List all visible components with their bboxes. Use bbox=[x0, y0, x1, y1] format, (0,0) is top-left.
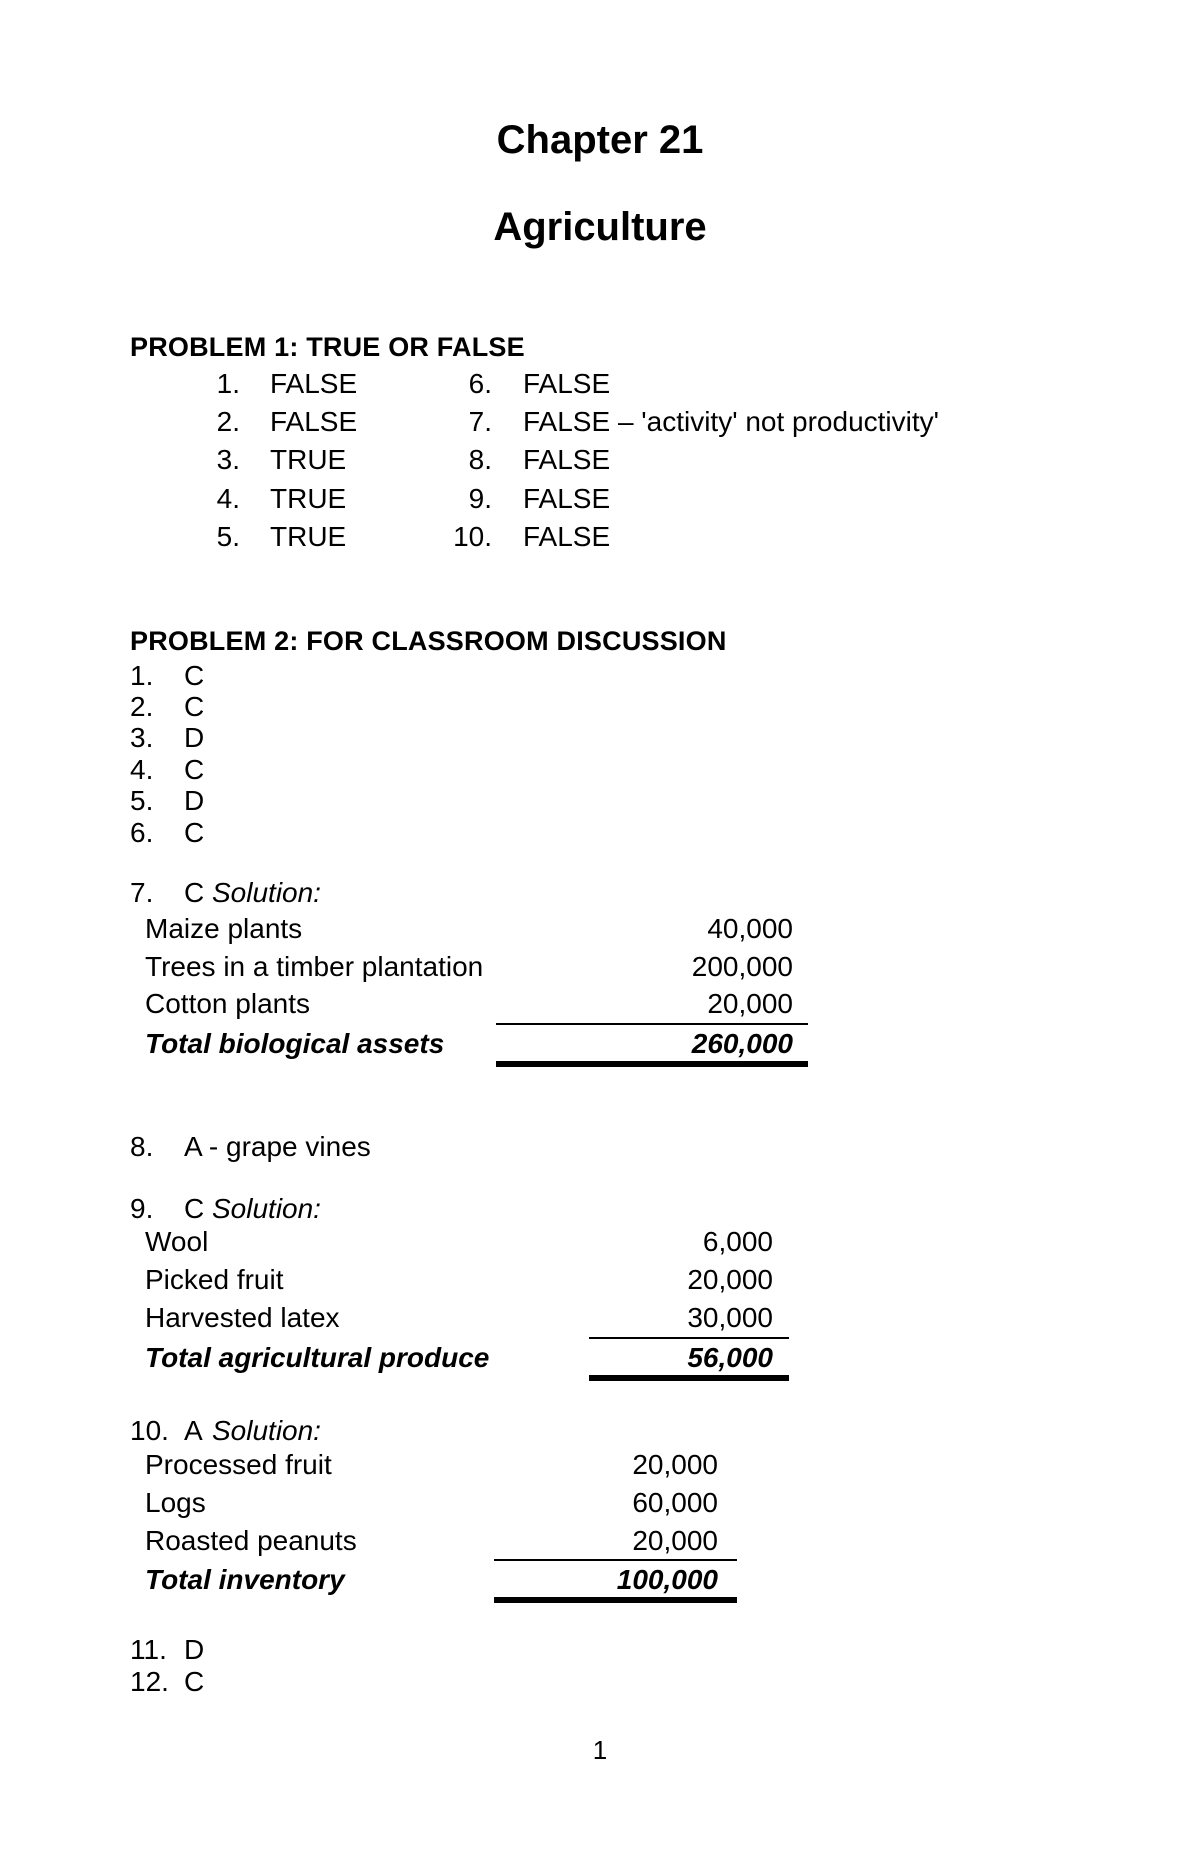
q9-solution-label: Solution: bbox=[212, 1193, 321, 1224]
q7-row-value: 200,000 bbox=[691, 951, 793, 982]
q7-num: 7. bbox=[130, 877, 154, 908]
q9-subtotal-rule bbox=[589, 1337, 789, 1339]
page-number: 1 bbox=[592, 1735, 608, 1765]
q10-num: 10. bbox=[130, 1415, 169, 1446]
answer-num: 5. bbox=[130, 785, 154, 816]
q7-row-label: Trees in a timber plantation bbox=[145, 951, 484, 982]
tf-answer: FALSE bbox=[523, 483, 611, 514]
tf-answer: FALSE bbox=[523, 521, 611, 552]
answer-letter: C bbox=[184, 817, 205, 848]
tf-answer: FALSE bbox=[523, 368, 611, 399]
q10-answer: A bbox=[184, 1415, 203, 1446]
tf-answer: FALSE bbox=[523, 444, 611, 475]
problem1-heading: PROBLEM 1: TRUE OR FALSE bbox=[130, 332, 525, 362]
tf-answer: TRUE bbox=[270, 444, 347, 475]
chapter-title: Chapter 21 bbox=[496, 118, 704, 162]
q10-total-value: 100,000 bbox=[616, 1564, 718, 1595]
tf-answer: TRUE bbox=[270, 521, 347, 552]
q7-solution-label: Solution: bbox=[212, 877, 321, 908]
q9-row-value: 6,000 bbox=[702, 1226, 773, 1257]
q10-row-label: Roasted peanuts bbox=[145, 1525, 357, 1556]
q9-total-rule bbox=[589, 1375, 789, 1381]
q10-row-value: 20,000 bbox=[632, 1525, 718, 1556]
tf-answer: FALSE – 'activity' not productivity' bbox=[523, 406, 939, 437]
q7-total-rule bbox=[496, 1061, 808, 1067]
q9-total-label: Total agricultural produce bbox=[145, 1342, 490, 1373]
q10-row-label: Logs bbox=[145, 1487, 206, 1518]
answer-letter: C bbox=[184, 660, 205, 691]
answer-letter: C bbox=[184, 754, 205, 785]
q10-row-value: 60,000 bbox=[632, 1487, 718, 1518]
answer-letter: D bbox=[184, 722, 205, 753]
tf-answer: FALSE bbox=[270, 406, 358, 437]
answer-num: 6. bbox=[130, 817, 154, 848]
tf-num: 5. bbox=[216, 521, 240, 552]
q11-answer: D bbox=[184, 1634, 205, 1665]
q10-row-value: 20,000 bbox=[632, 1449, 718, 1480]
answer-letter: D bbox=[184, 785, 205, 816]
q10-total-rule bbox=[494, 1597, 737, 1603]
tf-num: 8. bbox=[468, 444, 492, 475]
tf-num: 2. bbox=[216, 406, 240, 437]
q11-num: 11. bbox=[130, 1634, 167, 1665]
q9-row-value: 20,000 bbox=[687, 1264, 773, 1295]
tf-num: 3. bbox=[216, 444, 240, 475]
answer-num: 2. bbox=[130, 691, 154, 722]
q7-row-label: Maize plants bbox=[145, 913, 303, 944]
tf-answer: FALSE bbox=[270, 368, 358, 399]
q9-row-label: Harvested latex bbox=[145, 1302, 340, 1333]
q7-row-label: Cotton plants bbox=[145, 988, 310, 1019]
tf-num: 4. bbox=[216, 483, 240, 514]
q9-answer: C bbox=[184, 1193, 205, 1224]
q12-answer: C bbox=[184, 1666, 205, 1697]
q9-row-label: Picked fruit bbox=[145, 1264, 284, 1295]
q7-subtotal-rule bbox=[496, 1023, 808, 1025]
q9-row-value: 30,000 bbox=[687, 1302, 773, 1333]
answer-letter: C bbox=[184, 691, 205, 722]
tf-num: 1. bbox=[216, 368, 240, 399]
q7-row-value: 20,000 bbox=[707, 988, 793, 1019]
q10-solution-label: Solution: bbox=[212, 1415, 321, 1446]
problem2-heading: PROBLEM 2: FOR CLASSROOM DISCUSSION bbox=[130, 626, 727, 656]
tf-answer: TRUE bbox=[270, 483, 347, 514]
answer-num: 4. bbox=[130, 754, 154, 785]
tf-num: 7. bbox=[468, 406, 492, 437]
q7-answer: C bbox=[184, 877, 205, 908]
subject-title: Agriculture bbox=[493, 205, 707, 249]
q8-num: 8. bbox=[130, 1131, 154, 1162]
answer-num: 3. bbox=[130, 722, 154, 753]
q7-row-value: 40,000 bbox=[707, 913, 793, 944]
q7-total-label: Total biological assets bbox=[145, 1028, 445, 1059]
tf-num: 6. bbox=[468, 368, 492, 399]
q8-answer: A - grape vines bbox=[184, 1131, 371, 1162]
q10-subtotal-rule bbox=[494, 1559, 737, 1561]
q10-row-label: Processed fruit bbox=[145, 1449, 332, 1480]
q9-num: 9. bbox=[130, 1193, 154, 1224]
answer-num: 1. bbox=[130, 660, 154, 691]
q9-row-label: Wool bbox=[145, 1226, 209, 1257]
q7-total-value: 260,000 bbox=[691, 1028, 793, 1059]
q9-total-value: 56,000 bbox=[687, 1342, 773, 1373]
tf-num: 10. bbox=[453, 521, 492, 552]
q10-total-label: Total inventory bbox=[145, 1564, 345, 1595]
q12-num: 12. bbox=[130, 1666, 169, 1697]
tf-num: 9. bbox=[468, 483, 492, 514]
